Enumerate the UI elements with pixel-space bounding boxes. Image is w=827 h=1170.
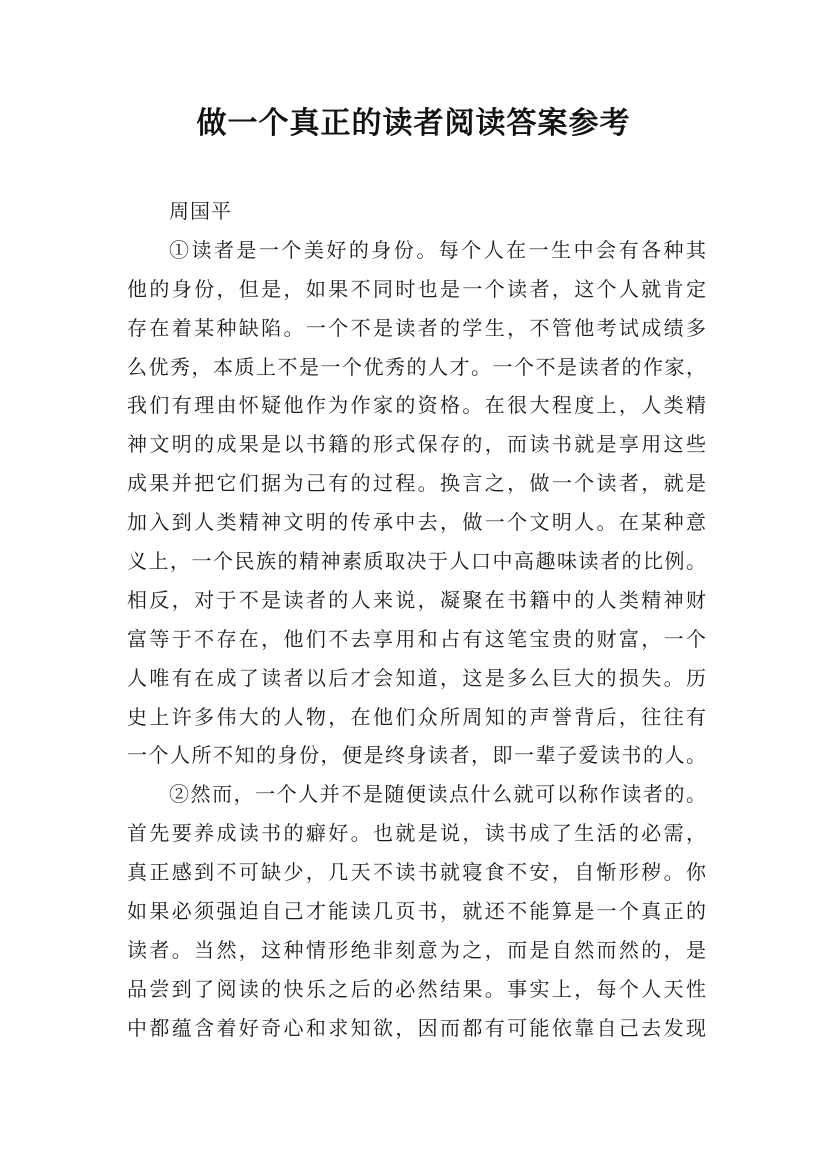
- paragraph-line: 么优秀，本质上不是一个优秀的人才。一个不是读者的作家，: [127, 354, 707, 379]
- paragraph-line: ①读者是一个美好的身份。每个人在一生中会有各种其: [169, 237, 707, 262]
- paragraph-line: 史上许多伟大的人物，在他们众所周知的声誉背后，往往有: [127, 704, 707, 729]
- author-line: 周国平: [169, 199, 232, 223]
- paragraph-line: ②然而，一个人并不是随便读点什么就可以称作读者的。: [169, 782, 707, 807]
- paragraph-line: 品尝到了阅读的快乐之后的必然结果。事实上，每个人天性: [127, 976, 707, 1001]
- paragraph-line: 中都蕴含着好奇心和求知欲，因而都有可能依靠自己去发现: [127, 1015, 707, 1040]
- paragraph-line: 真正感到不可缺少，几天不读书就寝食不安，自惭形秽。你: [127, 860, 707, 885]
- paragraph-line: 人唯有在成了读者以后才会知道，这是多么巨大的损失。历: [127, 665, 707, 690]
- paragraph-line: 加入到人类精神文明的传承中去，做一个文明人。在某种意: [127, 510, 707, 535]
- document-title: 做一个真正的读者阅读答案参考: [196, 106, 631, 141]
- paragraph-line: 成果并把它们据为己有的过程。换言之，做一个读者，就是: [127, 471, 707, 496]
- paragraph-line: 相反，对于不是读者的人来说，凝聚在书籍中的人类精神财: [127, 587, 707, 612]
- paragraph-line: 他的身份，但是，如果不同时也是一个读者，这个人就肯定: [127, 276, 707, 301]
- paragraph-line: 神文明的成果是以书籍的形式保存的，而读书就是享用这些: [127, 432, 707, 457]
- paragraph-line: 富等于不存在，他们不去享用和占有这笔宝贵的财富，一个: [127, 626, 707, 651]
- paragraph-line: 读者。当然，这种情形绝非刻意为之，而是自然而然的，是: [127, 937, 707, 962]
- document-body: [127, 192, 707, 1048]
- paragraph-line: 存在着某种缺陷。一个不是读者的学生，不管他考试成绩多: [127, 315, 707, 340]
- paragraph-line: 首先要养成读书的癖好。也就是说，读书成了生活的必需，: [127, 821, 707, 846]
- paragraph-line: 如果必须强迫自己才能读几页书，就还不能算是一个真正的: [127, 899, 707, 924]
- paragraph-line: 义上，一个民族的精神素质取决于人口中高趣味读者的比例。: [127, 549, 707, 574]
- paragraph-line: 我们有理由怀疑他作为作家的资格。在很大程度上，人类精: [127, 393, 707, 418]
- paragraph-line: 一个人所不知的身份，便是终身读者，即一辈子爱读书的人。: [127, 743, 707, 768]
